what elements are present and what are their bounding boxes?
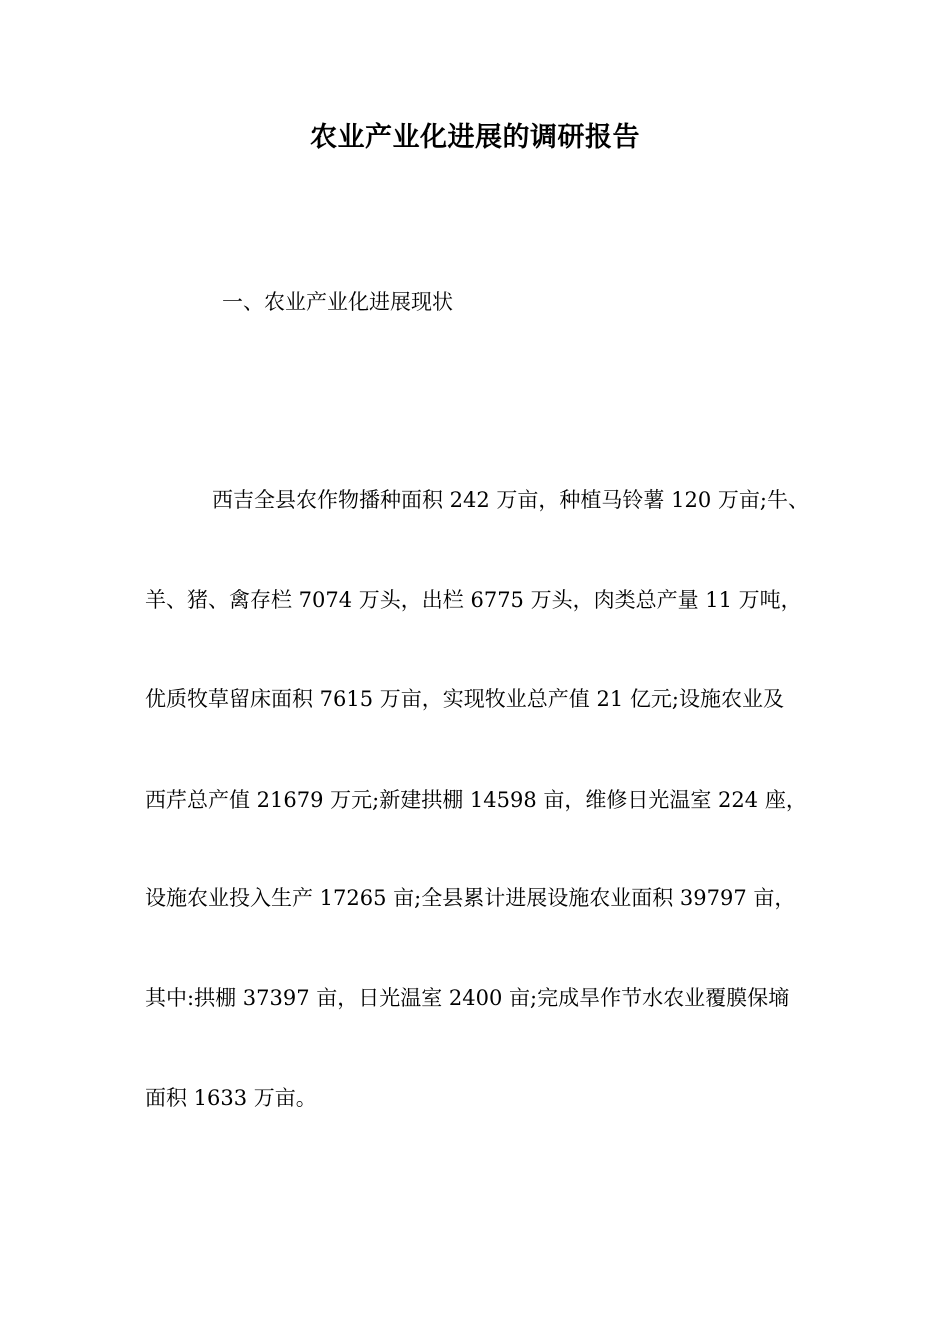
paragraph-line: 羊、猪、禽存栏 7074 万头，出栏 6775 万头，肉类总产量 11 万吨， [145, 588, 802, 612]
document-title: 农业产业化进展的调研报告 [310, 122, 640, 153]
paragraph-line: 优质牧草留床面积 7615 万亩，实现牧业总产值 21 亿元;设施农业及 [145, 687, 784, 711]
section-heading: 一、农业产业化进展现状 [222, 290, 453, 314]
paragraph-line: 西吉全县农作物播种面积 242 万亩，种植马铃薯 120 万亩;牛、 [212, 488, 809, 512]
paragraph-line: 其中:拱棚 37397 亩，日光温室 2400 亩;完成旱作节水农业覆膜保墒 [145, 986, 790, 1010]
paragraph-line: 西芹总产值 21679 万元;新建拱棚 14598 亩，维修日光温室 224 座， [145, 788, 807, 812]
paragraph-line: 面积 1633 万亩。 [145, 1086, 317, 1110]
paragraph-line: 设施农业投入生产 17265 亩;全县累计进展设施农业面积 39797 亩， [145, 886, 796, 910]
